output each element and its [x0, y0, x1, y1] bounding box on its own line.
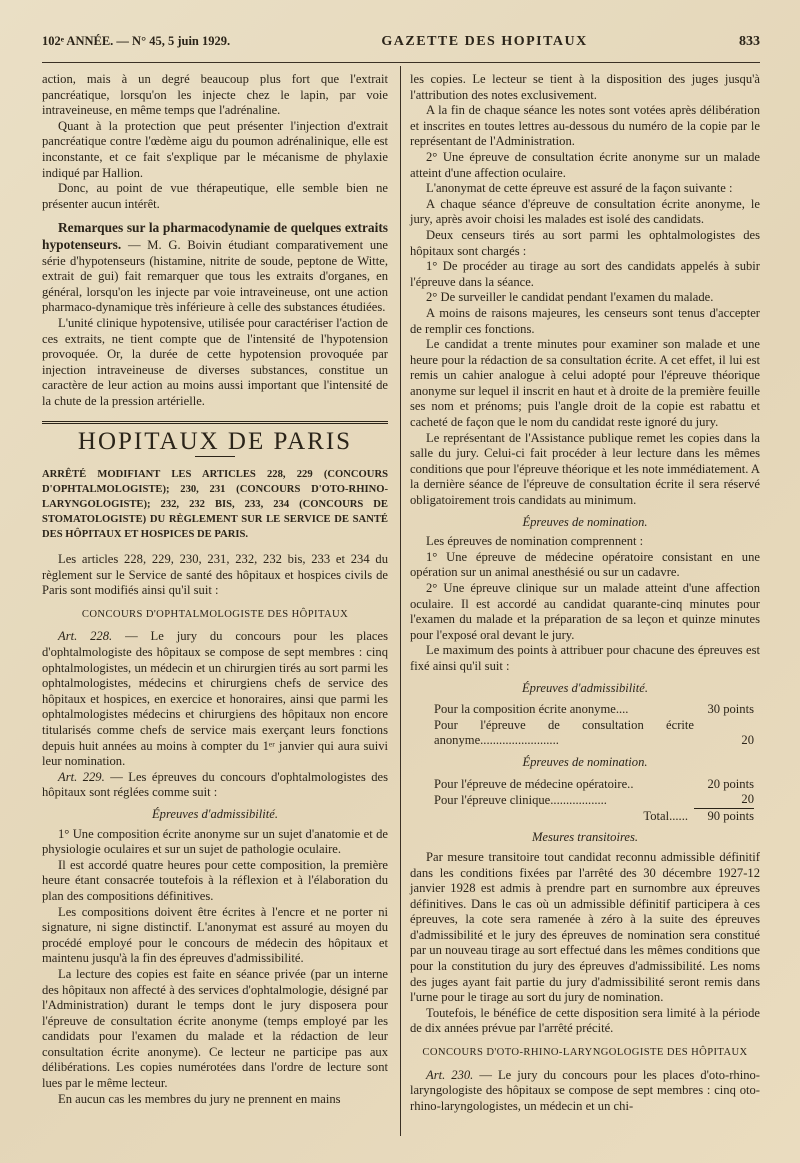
- paragraph: Par mesure transitoire tout candidat reconnu admissible définitif dans les conditions fixées par l'arrêté des 30 décembre 1927-12 janvier 1928 est admis à prendre part en surnombre aux épreuves définitives. Dans le cas où un admissible définitif participera à ces épreuves, la cote sera ramenée à zéro à la suite des épreuves d'admissibilité et le jury des épreuves de nomination sera constitué par un nouveau tirage au sort effectué dans les mêmes conditions que pour la constitution du jury des épreuves d'admissibilité. Les noms des juges ayant fait partie du jury d'admissibilité seront remis dans l'urne pour le tirage au sort du jury de nomination.: [410, 849, 760, 1005]
- article-230: [410, 1068, 760, 1115]
- paragraph: 2° Une épreuve clinique sur un malade atteint d'une affection oculaire. Il est accordé au candidat quarante-cinq minutes pour l'examen du malade et la préparation de sa leçon et quinze minutes pour l'exposé oral devant le jury.: [410, 581, 760, 642]
- paragraph: Le représentant de l'Assistance publique remet les copies dans la salle du jury. Celui-ci fait procéder à leur lecture dans les mêmes conditions que pour l'épreuve théorique et les note immédiatement. A la dernière séance de l'épreuve de consultation écrite il sera réservé obligatoirement trois candidats au minimum.: [410, 430, 760, 508]
- paragraph: 1° Une épreuve de médecine opératoire consistant en une opération sur un animal anesthésié ou sur un cadavre.: [410, 549, 760, 580]
- title-rule: [195, 456, 235, 457]
- column-divider: [400, 66, 401, 1136]
- paragraph: 1° De procéder au tirage au sort des candidats appelés à subir l'épreuve dans la séance.: [410, 259, 760, 289]
- paragraph: La lecture des copies est faite en séance privée (par un interne des hôpitaux non affecté à des services d'ophtalmologie, désigné par l'Administration) durant le temps dont le jury disposera pour l'épreuve de consultation écrite anonyme (temps employé par les candidats pour l'examen du malade et la rédaction de leur consultation écrite anonyme). Ce lecteur ne participe pas aux délibérations. Les copies numérotées dans l'ordre de lecture sont lues par le même lecteur.: [42, 966, 388, 1091]
- left-column: [42, 72, 388, 1107]
- paragraph: Donc, au point de vue thérapeutique, elle semble bien ne présenter aucun intérêt.: [42, 181, 388, 211]
- table-row: [434, 792, 754, 808]
- main-title: HOPITAUX DE PARIS: [77, 428, 353, 456]
- paragraph: 2° Une épreuve de consultation écrite anonyme sur un malade atteint d'une affection oculaire.: [410, 149, 760, 180]
- paragraph: Les compositions doivent être écrites à l'encre et ne porter ni signature, ni signe distinctif. L'anonymat est assuré au moyen du procédé employé pour le concours de médecin des hôpitaux et maintenu jusqu'à la fin des épreuves d'admissibilité.: [42, 904, 388, 966]
- article-label: Art. 229.: [58, 769, 105, 784]
- points-label: Pour l'épreuve clinique..................: [434, 792, 607, 807]
- points-label: Pour la composition écrite anonyme....: [434, 702, 629, 717]
- table-row: [434, 777, 754, 793]
- remarques-body: étudiant comparativement une série d'hypotenseurs (histamine, nitrite de soude, peptone de Witte, extrait de gui) fait remarquer que tous les extraits d'organes, en général, lorsqu'on les injecte par voie intraveineuse, ont une action pharmaco-dynamique très inférieure à celle des substances étudiées.: [42, 237, 388, 315]
- issue-line: 102ᵉ ANNÉE. — N° 45, 5 juin 1929.: [42, 34, 231, 48]
- points-value: 20: [741, 792, 754, 807]
- points-label: Pour l'épreuve de médecine opératoire..: [434, 776, 634, 791]
- journal-title: GAZETTE DES HOPITAUX: [381, 34, 588, 49]
- total-value: 90 points: [694, 808, 754, 824]
- paragraph-remarques: [42, 220, 388, 316]
- paragraph: Il est accordé quatre heures pour cette composition, la première heure étant consacrée toutefois à la réflexion et à l'élaboration du plan des compositions définitives.: [42, 857, 388, 903]
- paragraph: L'unité clinique hypotensive, utilisée pour caractériser l'action de ces extraits, ne tient compte que de l'intensité de l'hypotension provoquée. Or, la durée de cette hypotension provoquée par injection intraveineuse de diverses substances, constitue un caractère de leur action au moins aussi important que l'intensité de la chute de la pression artérielle.: [42, 315, 388, 408]
- paragraph: Deux censeurs tirés au sort parmi les ophtalmologistes des hôpitaux sont chargés :: [410, 227, 760, 258]
- table-row: [434, 702, 754, 718]
- paragraph: les copies. Le lecteur se tient à la disposition des juges jusqu'à l'attribution des notes exclusivement.: [410, 72, 760, 102]
- paragraph: Le candidat a trente minutes pour examiner son malade et une heure pour la rédaction de sa consultation écrite. A cet effet, il lui est remis un cahier analogue à celui adopté pour l'épreuve théorique anonyme sur lequel il inscrit en haut et à droite de la première feuille ses nom et prénoms; puis l'angle droit de la copie est rabattu et cacheté de façon que le nom du candidat reste ignoré du jury.: [410, 337, 760, 430]
- paragraph: Les articles 228, 229, 230, 231, 232, 232 bis, 233 et 234 du règlement sur le Service de santé des hôpitaux et hospices civils de Paris sont modifiés ainsi qu'il suit :: [42, 552, 388, 598]
- article-label: Art. 230.: [426, 1067, 474, 1082]
- paragraph: 2° De surveiller le candidat pendant l'examen du malade.: [426, 290, 714, 305]
- page-header: [42, 34, 760, 60]
- article-text: — Les épreuves du concours d'ophtalmologistes des hôpitaux sont réglées comme suit :: [42, 769, 388, 800]
- right-column: [410, 72, 760, 1114]
- paragraph: Quant à la protection que peut présenter l'injection d'extrait pancréatique contre l'œdème aigu du poumon adrénalinique, elle est inconstante, et ce fait s'explique par le mécanisme de phylaxie indiqué par Hallion.: [42, 118, 388, 180]
- remarques-heading: Remarques sur la pharmacodynamie de quelques extraits hypotenseurs.: [42, 220, 388, 252]
- points-value: 30 points: [707, 702, 754, 717]
- total-label: Total......: [643, 808, 688, 823]
- remarques-author: — M. G. Boivin: [127, 237, 222, 252]
- section-divider: [42, 421, 388, 424]
- paragraph: Les épreuves de nomination comprennent :: [426, 534, 644, 549]
- points-value: 20: [741, 733, 754, 748]
- subheading: Épreuves de nomination.: [522, 514, 648, 529]
- paragraph: Toutefois, le bénéfice de cette disposition sera limité à la période de dix années prévue par l'arrêté précité.: [410, 1005, 760, 1036]
- subheading: Épreuves de nomination.: [522, 754, 648, 769]
- section-heading-oto-rhino: CONCOURS D'OTO-RHINO-LARYNGOLOGISTE DES HÔPITAUX: [422, 1047, 748, 1059]
- header-rule: [42, 62, 760, 63]
- article-228: [42, 629, 388, 769]
- total-row: [434, 808, 754, 824]
- paragraph: 1° Une composition écrite anonyme sur un sujet d'anatomie et de physiologie oculaires et sur un sujet de pathologie oculaire.: [42, 826, 388, 857]
- points-label: Pour l'épreuve de consultation écrite anonyme.........................: [434, 717, 694, 748]
- section-heading-ophtalmologiste: CONCOURS D'OPHTALMOLOGISTE DES HÔPITAUX: [81, 608, 349, 620]
- subheading: Mesures transitoires.: [531, 830, 639, 845]
- subheading: Épreuves d'admissibilité.: [151, 806, 279, 821]
- article-text: — Le jury du concours pour les places d'oto-rhino-laryngologiste des hôpitaux se compose de sept membres : cinq oto-rhino-laryngologistes, un médecin et un chi-: [410, 1067, 760, 1113]
- paragraph: A moins de raisons majeures, les censeurs sont tenus d'accepter de remplir ces fonctions.: [410, 305, 760, 336]
- paragraph: A la fin de chaque séance les notes sont votées après délibération et inscrites en toutes lettres au-dessous du numéro de la copie par le représentant de l'Administration.: [410, 103, 760, 149]
- paragraph: action, mais à un degré beaucoup plus fort que l'extrait pancréatique, lorsqu'on les injecte chez le lapin, par voie intraveineuse, en même temps que l'adrénaline.: [42, 72, 388, 118]
- page-number: 833: [739, 34, 760, 49]
- paragraph: L'anonymat de cette épreuve est assuré de la façon suivante :: [426, 181, 733, 196]
- article-label: Art. 228.: [58, 629, 113, 644]
- arrete-heading: ARRÊTÉ MODIFIANT LES ARTICLES 228, 229 (CONCOURS D'OPHTALMOLOGISTE); 230, 231 (CONCOURS D'OTO-RHINO-LARYNGOLOGISTE); 232, 232 BIS, 233, 234 (CONCOURS DE STOMATOLOGISTE) DU RÈGLEMENT SUR LE SERVICE DE SANTÉ DES HÔPITAUX ET HOSPICES DE PARIS.: [42, 469, 388, 541]
- article-229: [42, 770, 388, 801]
- points-table-nomination: [434, 777, 754, 825]
- article-text: — Le jury du concours pour les places d'ophtalmologiste des hôpitaux se compose de sept membres : cinq ophtalmologistes, un médecin et un chirurgien tirés au sort parmi les ophtalmologistes, médecins et chirurgiens chefs de service des hôpitaux et hospices, en exercice et honoraires, ainsi que parmi les ophtalmologistes médecins et chirurgiens des hôpitaux non encore titularisés comme chefs de service mais exerçant leurs fonctions depuis huit années au moins à compter du 1ᵉʳ janvier qui aura suivi leur nomination.: [42, 629, 388, 769]
- points-value: 20 points: [707, 776, 754, 791]
- table-row: [434, 718, 754, 749]
- paragraph: En aucun cas les membres du jury ne prennent en mains: [58, 1091, 341, 1106]
- subheading: Épreuves d'admissibilité.: [521, 680, 649, 695]
- paragraph: A chaque séance d'épreuve de consultation écrite anonyme, le jury, après avoir choisi les malades est isolé des candidats.: [410, 196, 760, 227]
- points-table-admissibilite: [434, 702, 754, 749]
- paragraph: Le maximum des points à attribuer pour chacune des épreuves est fixé ainsi qu'il suit :: [410, 643, 760, 673]
